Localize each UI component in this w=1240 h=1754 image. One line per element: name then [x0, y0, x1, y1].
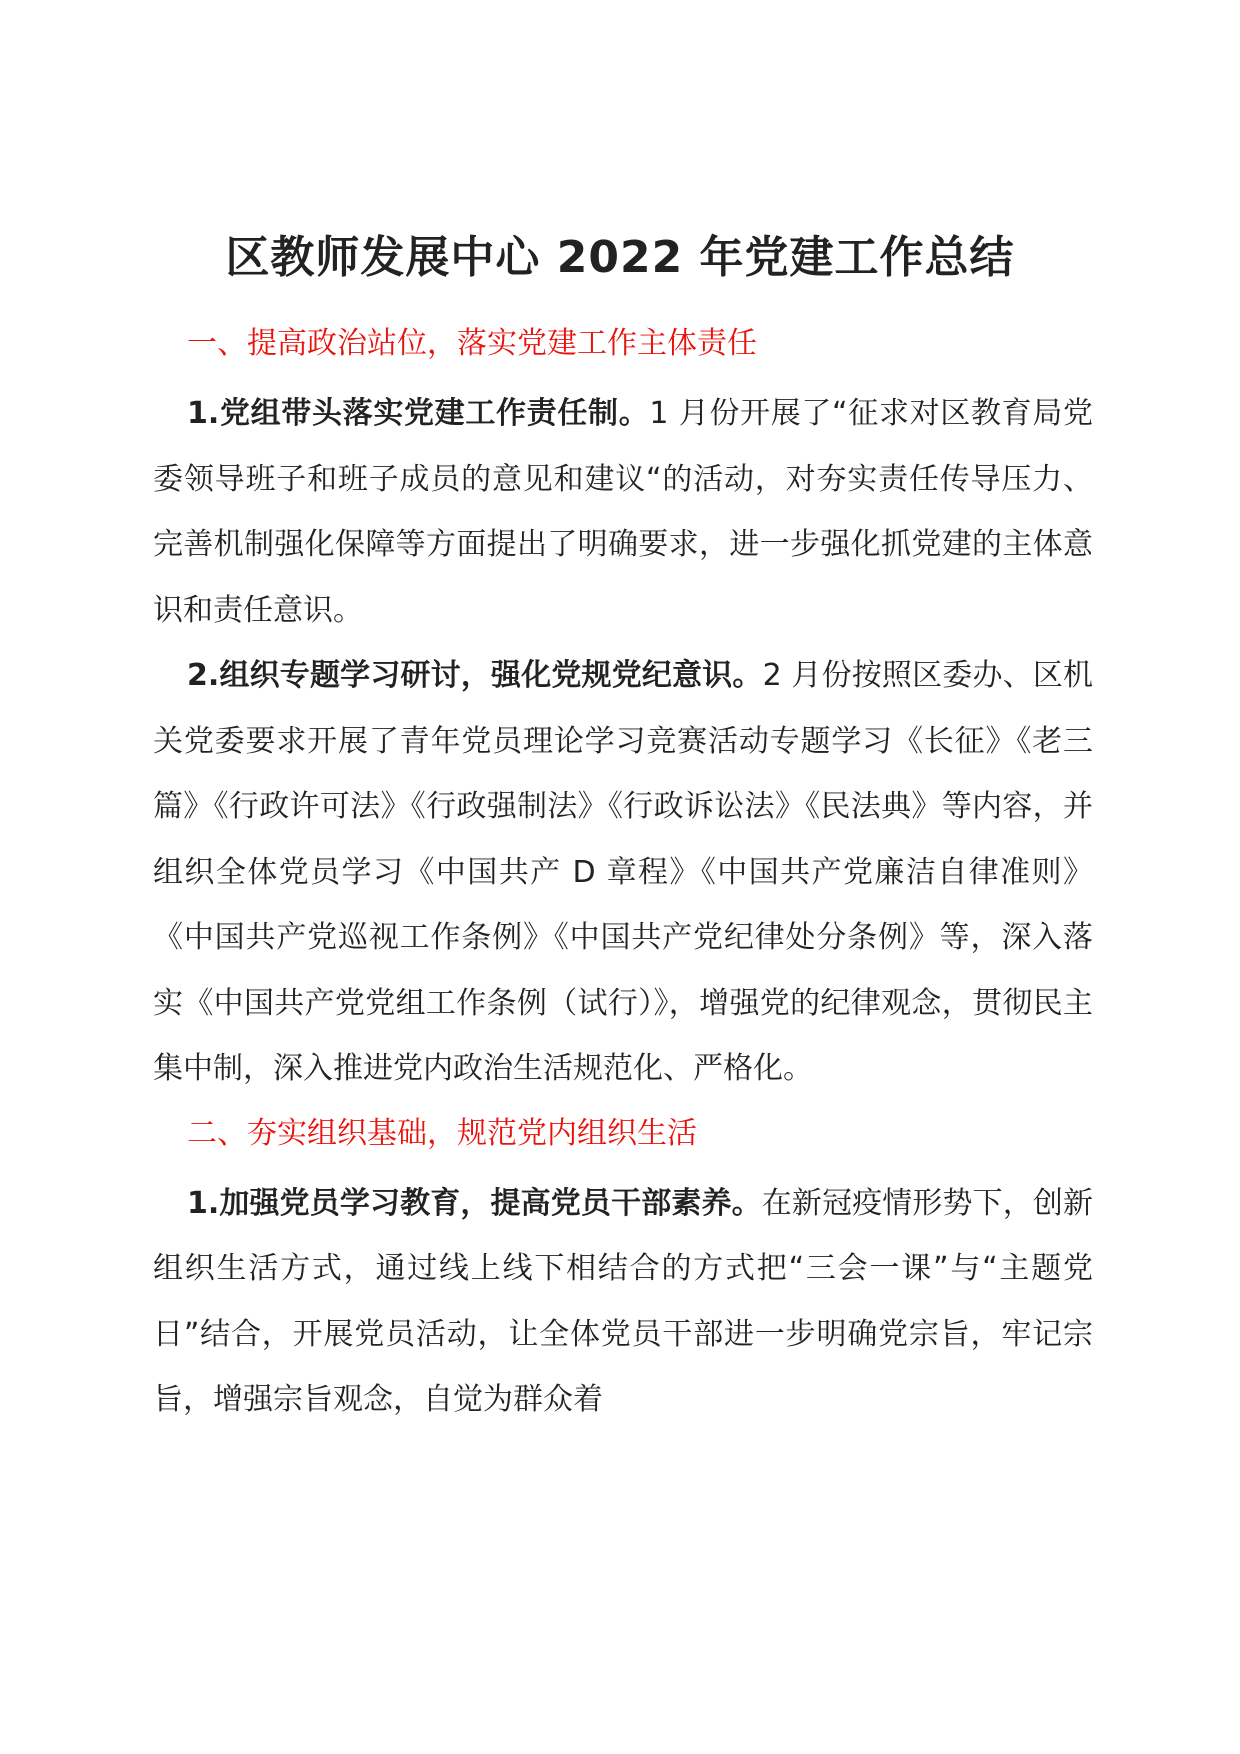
paragraph-lead: 2.组织专题学习研讨，强化党规党纪意识。 — [187, 658, 763, 693]
paragraph-lead: 1.党组带头落实党建工作责任制。 — [187, 396, 650, 431]
paragraph-lead: 1.加强党员学习教育，提高党员干部素养。 — [187, 1185, 762, 1221]
paragraph-2-1 — [153, 1171, 1093, 1433]
paragraph-1-1 — [153, 381, 1093, 643]
section-heading-2: 二、夯实组织基础，规范党内组织生活 — [187, 1115, 697, 1151]
section-heading-1: 一、提高政治站位，落实党建工作主体责任 — [187, 326, 757, 361]
document-title: 区教师发展中心 2022 年党建工作总结 — [225, 232, 1015, 283]
paragraph-text: 在新冠疫情形势下，创新组织生活方式，通过线上线下相结合的方式把“三会一课”与“主题党日”结合，开展党员活动，让全体党员干部进一步明确党宗旨，牢记宗旨，增强宗旨观念，自觉为群众着 — [153, 1185, 1094, 1417]
paragraph-text: 1 月份开展了“征求对区教育局党委领导班子和班子成员的意见和建议“的活动，对夯实责任传导压力、完善机制强化保障等方面提出了明确要求，进一步强化抓党建的主体意识和责任意识。 — [153, 396, 1093, 628]
paragraph-text: 2 月份按照区委办、区机关党委要求开展了青年党员理论学习竞赛活动专题学习《长征》《老三篇》《行政许可法》《行政强制法》《行政诉讼法》《民法典》等内容，并组织全体党员学习《中国共产 D 章程》《中国共产党廉洁自律准则》《中国共产党巡视工作条例》《中国共产党纪律处分条例》等，深入落实《中国共产党党组工作条例（试行）》，增强党的纪律观念，贯彻民主集中制，深入推进党内政治生活规范化、严格化。 — [153, 658, 1093, 1086]
document-body — [153, 318, 1093, 1433]
paragraph-1-2 — [153, 643, 1093, 1102]
